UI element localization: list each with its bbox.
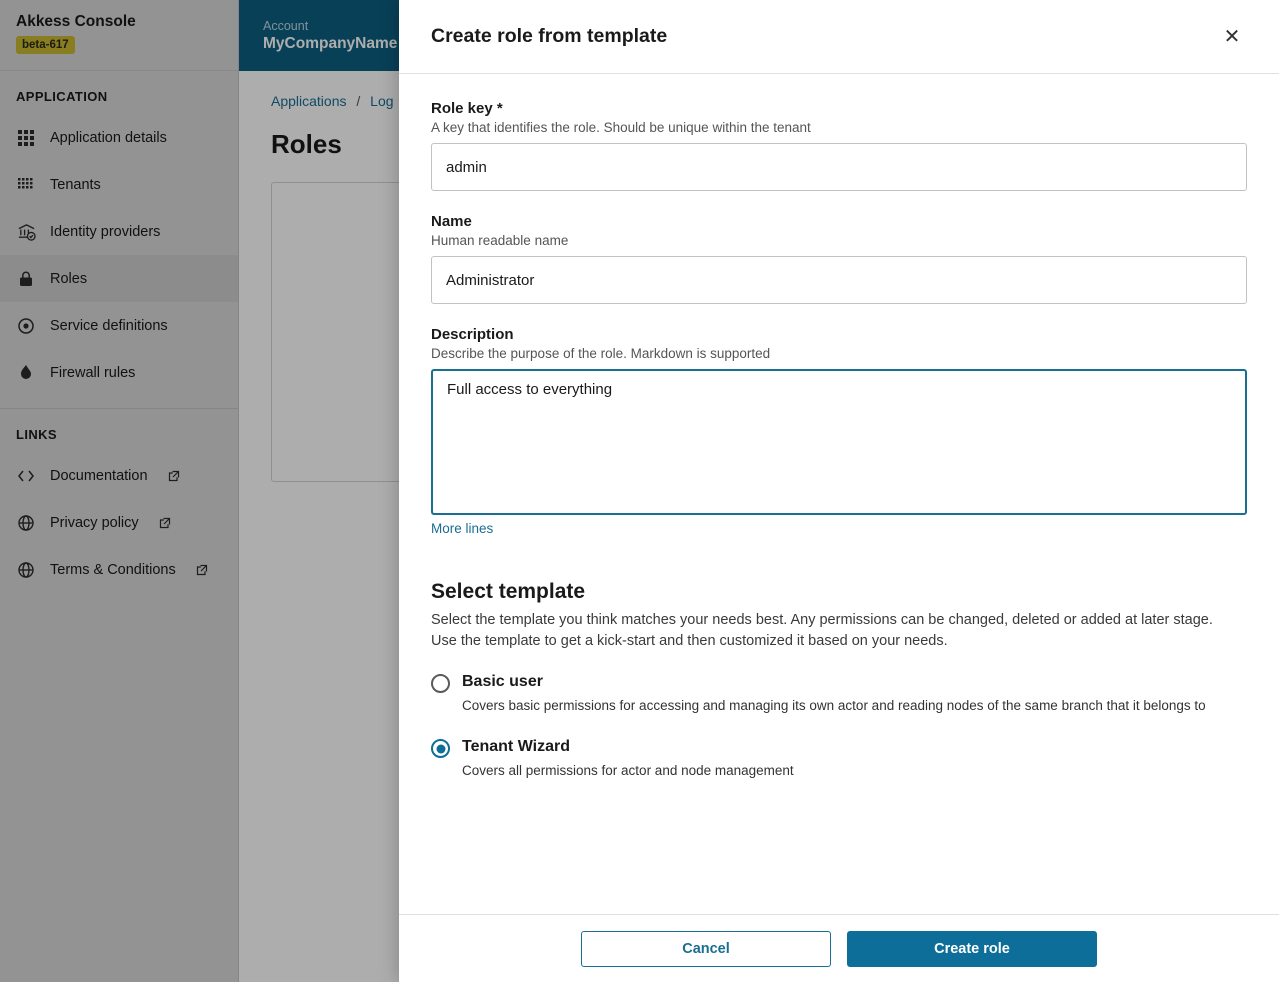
template-option-text (462, 672, 1206, 715)
breadcrumb-applications[interactable]: Applications (271, 93, 347, 109)
template-option-tenant-wizard[interactable] (431, 737, 1247, 780)
template-option-text (462, 737, 794, 780)
name-field-group (431, 213, 1247, 304)
description-textarea[interactable] (431, 369, 1247, 515)
description-field-group (431, 326, 1247, 538)
modal-title: Create role from template (431, 25, 668, 47)
version-badge: beta-617 (16, 36, 75, 54)
template-option-title: Tenant Wizard (462, 738, 571, 755)
sidebar-item-label: Roles (50, 270, 88, 287)
role-key-input[interactable] (431, 143, 1247, 191)
modal-header (399, 0, 1279, 74)
template-option-title: Basic user (462, 673, 543, 690)
sidebar-item-label: Tenants (50, 176, 101, 193)
account-label: Account (263, 18, 309, 33)
account-name: MyCompanyName (263, 34, 398, 52)
cancel-button[interactable]: Cancel (581, 931, 831, 967)
sidebar-section-application-title: APPLICATION (16, 89, 108, 104)
close-icon[interactable]: ✕ (1217, 22, 1247, 52)
sidebar-item-label: Firewall rules (50, 364, 136, 381)
sidebar-item-label: Identity providers (50, 223, 161, 240)
create-role-button[interactable]: Create role (847, 931, 1097, 967)
breadcrumb-current[interactable]: Log (370, 93, 394, 109)
role-key-label: Role key * (431, 100, 503, 117)
sidebar-item-label: Documentation (50, 467, 148, 484)
select-template-heading: Select template (431, 580, 586, 603)
name-help: Human readable name (431, 233, 569, 248)
sidebar-item-label: Privacy policy (50, 514, 139, 531)
sidebar-item-label: Terms & Conditions (50, 561, 176, 578)
name-label: Name (431, 213, 472, 230)
template-option-description: Covers basic permissions for accessing and managing its own actor and reading nodes of the same branch that it belongs to (462, 698, 1206, 713)
page-title: Roles (271, 129, 342, 159)
radio-tenant-wizard[interactable] (431, 739, 450, 758)
template-option-description: Covers all permissions for actor and node management (462, 763, 794, 778)
more-lines-link[interactable]: More lines (431, 521, 494, 536)
create-role-modal (399, 0, 1279, 982)
sidebar-section-links-title: LINKS (16, 427, 57, 442)
app-title: Akkess Console (16, 13, 136, 30)
role-key-field-group (431, 100, 1247, 191)
sidebar-item-label: Application details (50, 129, 167, 146)
description-help: Describe the purpose of the role. Markdown is supported (431, 346, 771, 361)
select-template-description: Select the template you think matches your needs best. Any permissions can be changed, deleted or added at later stage. Use the template to get a kick-start and then customized it based on your needs. (431, 612, 1213, 649)
role-key-help: A key that identifies the role. Should be unique within the tenant (431, 120, 811, 135)
breadcrumb-separator: / (356, 93, 361, 109)
modal-body (399, 74, 1279, 914)
template-option-basic-user[interactable] (431, 672, 1247, 715)
radio-basic-user[interactable] (431, 674, 450, 693)
name-input[interactable] (431, 256, 1247, 304)
description-label: Description (431, 326, 514, 343)
modal-footer (399, 914, 1279, 982)
sidebar-item-label: Service definitions (50, 317, 168, 334)
